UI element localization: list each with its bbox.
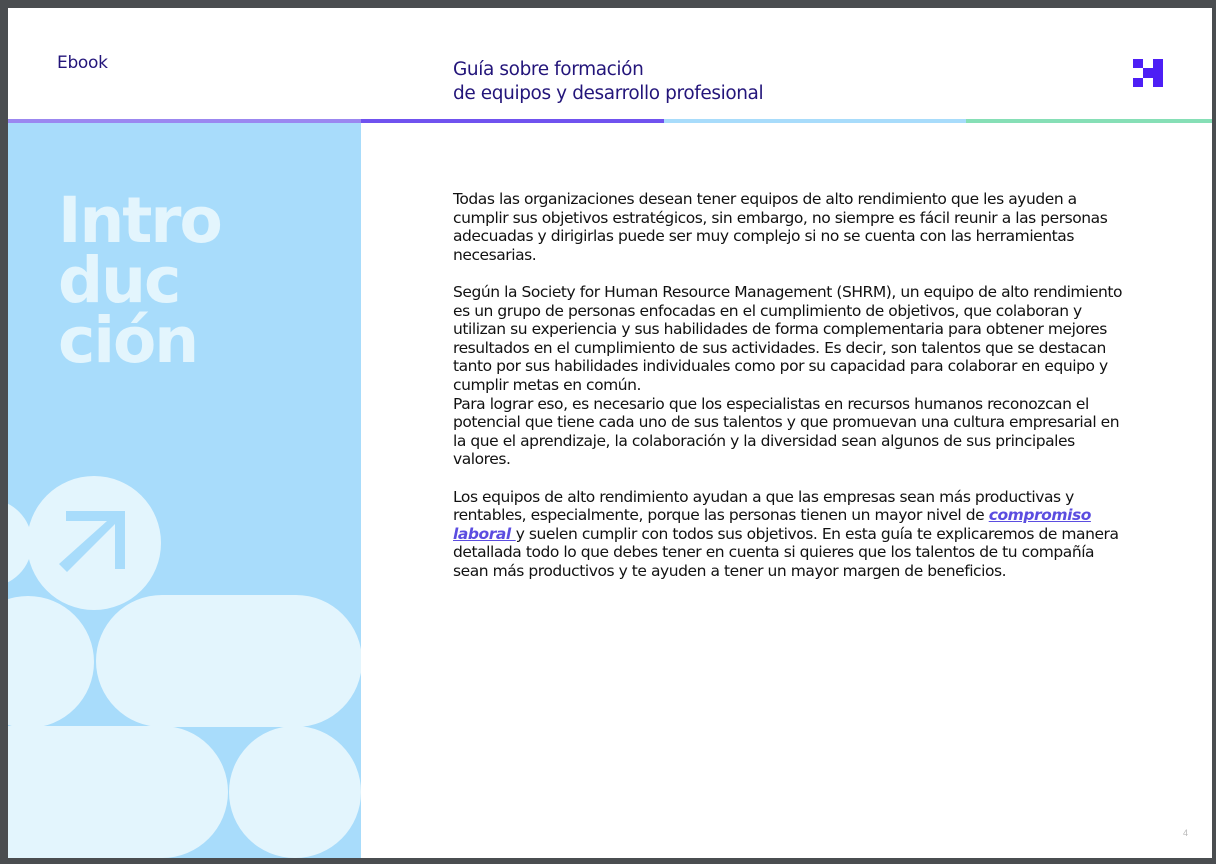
page-number: 4 — [1182, 828, 1188, 838]
section-title — [58, 184, 221, 377]
body-text — [453, 190, 1133, 580]
section-title-line: duc — [58, 244, 180, 317]
compromiso-laboral-link[interactable]: compromiso laboral — [453, 506, 1091, 543]
paragraph-text: Los equipos de alto rendimiento ayudan a que las empresas sean más productivas y rentables, especialmente, porque las personas tienen un mayor nivel de — [453, 487, 1074, 525]
h-brand-logo-icon — [1133, 59, 1163, 87]
section-title-line: Intro — [58, 184, 221, 257]
document-page — [8, 8, 1212, 858]
paragraph-text: y suelen cumplir con todos sus objetivos. En esta guía te explicaremos de manera detallada todo lo que debes tener en cuenta si quieres que los talentos de tu compañía sean más productivos y te ayuden a tener un mayor margen de beneficios. — [453, 524, 1119, 580]
bar-segment-green — [966, 119, 1212, 123]
document-title-line-2: de equipos y desarrollo profesional — [453, 83, 764, 104]
document-title — [453, 58, 763, 106]
paragraph — [453, 488, 1133, 581]
paragraph: Todas las organizaciones desean tener equipos de alto rendimiento que les ayuden a cumplir sus objetivos estratégicos, sin embargo, no siempre es fácil reunir a las personas adecuadas y dirigirlas puede ser muy complejo si no se cuenta con las herramientas necesarias. — [453, 190, 1108, 264]
side-panel — [8, 123, 361, 858]
ebook-label: Ebook — [57, 53, 108, 73]
paragraph: Según la Society for Human Resource Management (SHRM), un equipo de alto rendimiento es un grupo de personas enfocadas en el cumplimiento de objetivos, que colaboran y utilizan su experiencia y sus habilidades de forma complementaria para obtener mejores resultados en el cumplimiento de sus actividades. Es decir, son talentos que se destacan tanto por sus habilidades individuales como por su capacidad para colaborar en equipo y cumplir metas en común. — [453, 282, 1123, 394]
bar-segment-light-blue — [664, 119, 966, 123]
document-title-line-1: Guía sobre formación — [453, 59, 644, 80]
section-title-line: ción — [58, 304, 198, 377]
paragraph: Para lograr eso, es necesario que los especialistas en recursos humanos reconozcan el potencial que tiene cada uno de sus talentos y que promuevan una cultura empresarial en la que el aprendizaje, la colaboración y la diversidad sean algunos de sus principales valores. — [453, 394, 1120, 469]
bar-segment-purple — [361, 119, 664, 123]
